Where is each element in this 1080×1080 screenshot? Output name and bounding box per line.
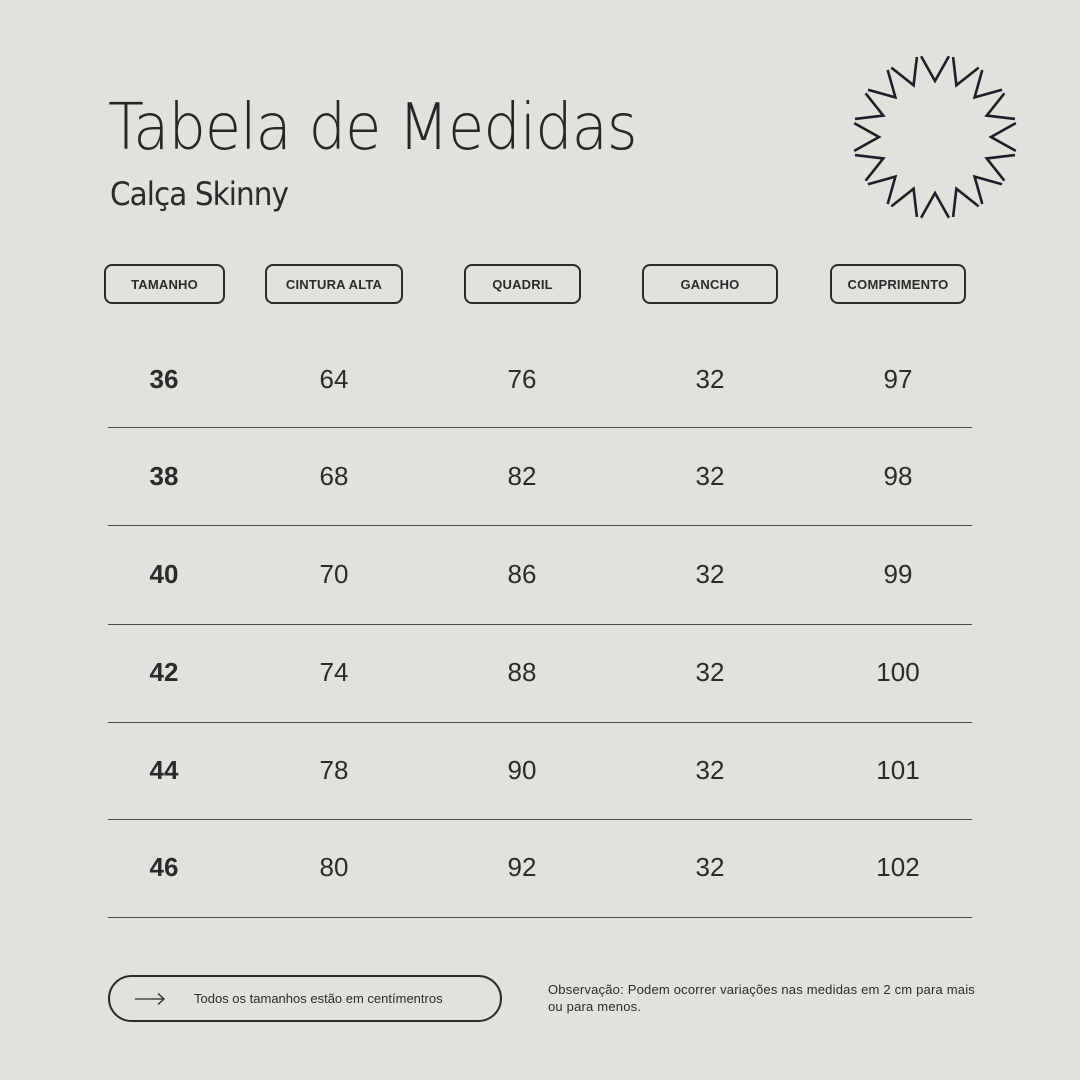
cell-quadril: 88 xyxy=(507,656,537,687)
cell-cintura-alta: 80 xyxy=(319,851,349,882)
cell-quadril: 86 xyxy=(507,558,537,589)
cell-comprimento: 100 xyxy=(876,656,920,687)
cell-cintura-alta: 78 xyxy=(319,754,349,785)
arrow-right-icon xyxy=(134,991,166,1007)
cell-cintura-alta: 70 xyxy=(319,558,349,589)
row-divider xyxy=(108,917,972,918)
cell-comprimento: 99 xyxy=(883,558,913,589)
cell-gancho: 32 xyxy=(695,363,725,394)
header-tamanho: TAMANHO xyxy=(104,264,225,304)
table-row xyxy=(0,427,1080,525)
sunburst-ray xyxy=(991,123,1016,151)
cell-gancho: 32 xyxy=(695,754,725,785)
cell-gancho: 32 xyxy=(695,558,725,589)
sunburst-ray xyxy=(975,70,1002,97)
sunburst-ray xyxy=(854,123,879,151)
table-row xyxy=(0,818,1080,916)
cell-cintura-alta: 74 xyxy=(319,656,349,687)
cell-gancho: 32 xyxy=(695,851,725,882)
page-title: Tabela de Medidas xyxy=(108,91,637,165)
sunburst-ray xyxy=(855,155,883,181)
cell-tamanho: 36 xyxy=(149,363,179,394)
cell-quadril: 90 xyxy=(507,754,537,785)
page-subtitle: Calça Skinny xyxy=(110,175,288,213)
cell-comprimento: 102 xyxy=(876,851,920,882)
sunburst-ray xyxy=(891,57,917,85)
sunburst-ray xyxy=(868,70,895,97)
cell-comprimento: 101 xyxy=(876,754,920,785)
cell-quadril: 76 xyxy=(507,363,537,394)
table-row xyxy=(0,525,1080,623)
cell-gancho: 32 xyxy=(695,656,725,687)
sunburst-ray xyxy=(953,57,979,85)
sunburst-ray xyxy=(975,177,1002,204)
header-comprimento: COMPRIMENTO xyxy=(830,264,966,304)
sunburst-ray xyxy=(921,193,949,218)
table-row xyxy=(0,623,1080,721)
cell-cintura-alta: 64 xyxy=(319,363,349,394)
cell-tamanho: 46 xyxy=(149,851,179,882)
sunburst-ray xyxy=(987,155,1015,181)
table-row xyxy=(0,721,1080,819)
cell-cintura-alta: 68 xyxy=(319,460,349,491)
cell-quadril: 82 xyxy=(507,460,537,491)
units-note-text: Todos os tamanhos estão em centímentros xyxy=(194,991,443,1006)
header-gancho: GANCHO xyxy=(642,264,778,304)
cell-tamanho: 44 xyxy=(149,754,179,785)
sunburst-ray xyxy=(921,56,949,81)
table-row xyxy=(0,330,1080,428)
cell-tamanho: 42 xyxy=(149,656,179,687)
cell-tamanho: 38 xyxy=(149,460,179,491)
cell-comprimento: 97 xyxy=(883,363,913,394)
units-note-pill xyxy=(108,975,502,1022)
header-quadril: QUADRIL xyxy=(464,264,581,304)
cell-quadril: 92 xyxy=(507,851,537,882)
sunburst-ray xyxy=(987,93,1015,119)
observation-note: Observação: Podem ocorrer variações nas medidas em 2 cm para mais ou para menos. xyxy=(548,982,976,1014)
sunburst-ray xyxy=(868,177,895,204)
sunburst-ray xyxy=(953,189,979,217)
sunburst-ray xyxy=(855,93,883,119)
sunburst-icon xyxy=(850,52,1020,222)
cell-gancho: 32 xyxy=(695,460,725,491)
cell-tamanho: 40 xyxy=(149,558,179,589)
header-cintura-alta: CINTURA ALTA xyxy=(265,264,403,304)
sunburst-ray xyxy=(891,189,917,217)
cell-comprimento: 98 xyxy=(883,460,913,491)
